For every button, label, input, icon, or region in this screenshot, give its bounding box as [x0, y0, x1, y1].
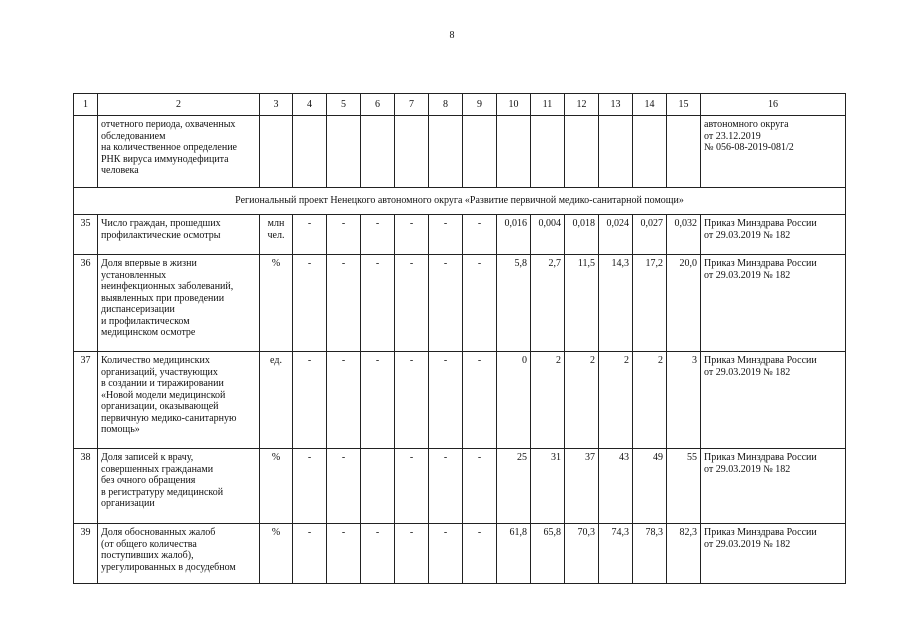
value-cell: 25 — [497, 449, 531, 524]
value-cell: - — [395, 449, 429, 524]
value-cell: 61,8 — [497, 524, 531, 584]
value-cell — [633, 116, 667, 188]
unit-cell — [260, 449, 293, 524]
name-line: выявленных при проведении — [101, 292, 225, 304]
doc-line: № 056-08-2019-081/2 — [704, 142, 794, 153]
header-cell: 8 — [429, 94, 463, 116]
value-cell: - — [429, 352, 463, 449]
value-cell: - — [463, 352, 497, 449]
name-line: РНК вируса иммунодефицита — [101, 153, 229, 165]
header-cell: 3 — [260, 94, 293, 116]
value-cell: 14,3 — [599, 255, 633, 352]
value-cell: 65,8 — [531, 524, 565, 584]
value-cell: - — [429, 449, 463, 524]
doc-line: от 29.03.2019 № 182 — [704, 229, 791, 241]
value-cell: - — [293, 524, 327, 584]
value-cell: - — [361, 215, 395, 255]
value-cell — [463, 116, 497, 188]
value-cell: - — [463, 449, 497, 524]
header-cell: 10 — [497, 94, 531, 116]
value-cell: 2 — [599, 352, 633, 449]
name-line: человека — [101, 165, 139, 176]
row-number: 38 — [74, 449, 98, 524]
row-number: 35 — [74, 215, 98, 255]
header-cell: 12 — [565, 94, 599, 116]
name-line: Доля обоснованных жалоб — [101, 527, 216, 538]
doc-line: Приказ Минздрава России — [704, 218, 817, 229]
unit-line: ед. — [270, 355, 282, 366]
value-cell: - — [395, 524, 429, 584]
value-cell: 31 — [531, 449, 565, 524]
name-line: Доля записей к врачу, — [101, 452, 194, 463]
name-line: Доля впервые в жизни — [101, 258, 197, 269]
section-row — [74, 188, 846, 215]
value-cell: - — [361, 352, 395, 449]
value-cell: - — [395, 255, 429, 352]
name-line: профилактические осмотры — [101, 229, 221, 241]
name-line: и профилактическом — [101, 315, 190, 327]
value-cell: 49 — [633, 449, 667, 524]
unit-line: чел. — [267, 229, 285, 241]
doc-line: от 29.03.2019 № 182 — [704, 269, 791, 281]
value-cell — [497, 116, 531, 188]
value-cell — [565, 116, 599, 188]
unit-cell — [260, 352, 293, 449]
name-line: отчетного периода, охваченных — [101, 119, 236, 130]
name-line: в создании и тиражировании — [101, 378, 224, 389]
value-cell: - — [463, 524, 497, 584]
value-cell: 2 — [531, 352, 565, 449]
unit-line: % — [271, 452, 281, 463]
row-number: 37 — [74, 352, 98, 449]
name-line: установленных — [101, 269, 167, 281]
name-line: в регистратуру медицинской — [101, 486, 224, 498]
value-cell: 5,8 — [497, 255, 531, 352]
indicator-table — [73, 93, 846, 584]
header-cell: 6 — [361, 94, 395, 116]
value-cell: 55 — [667, 449, 701, 524]
value-cell: - — [327, 255, 361, 352]
name-line: организаций, участвующих — [101, 366, 218, 378]
name-line: обследованием — [101, 130, 166, 142]
value-cell: 17,2 — [633, 255, 667, 352]
indicator-name-cell — [98, 255, 260, 352]
value-cell: - — [327, 352, 361, 449]
value-cell: 0,016 — [497, 215, 531, 255]
header-cell: 11 — [531, 94, 565, 116]
value-cell: 37 — [565, 449, 599, 524]
indicator-name-cell — [98, 449, 260, 524]
value-cell: - — [293, 255, 327, 352]
header-cell: 1 — [74, 94, 98, 116]
header-cell: 13 — [599, 94, 633, 116]
value-cell — [293, 116, 327, 188]
header-cell: 4 — [293, 94, 327, 116]
page-number: 8 — [449, 30, 455, 41]
value-cell: - — [463, 255, 497, 352]
header-cell: 9 — [463, 94, 497, 116]
unit-cell — [260, 116, 293, 188]
unit-line: % — [271, 527, 281, 538]
value-cell: - — [429, 524, 463, 584]
value-cell — [361, 449, 395, 524]
doc-line: Приказ Минздрава России — [704, 452, 817, 463]
value-cell: - — [293, 352, 327, 449]
unit-cell — [260, 524, 293, 584]
document-cell — [701, 524, 846, 584]
value-cell: - — [361, 524, 395, 584]
row-number: 39 — [74, 524, 98, 584]
indicator-row — [74, 449, 846, 524]
header-cell: 16 — [701, 94, 846, 116]
name-line: без очного обращения — [101, 475, 196, 486]
indicator-name-cell — [98, 215, 260, 255]
header-cell: 7 — [395, 94, 429, 116]
name-line: Количество медицинских — [101, 355, 210, 366]
document-cell — [701, 215, 846, 255]
num-cell — [74, 116, 98, 188]
name-line: поступивших жалоб), — [101, 550, 194, 561]
document-cell — [701, 116, 846, 188]
name-line: медицинском осмотре — [101, 327, 196, 338]
value-cell: - — [327, 215, 361, 255]
doc-line: Приказ Минздрава России — [704, 527, 817, 538]
doc-line: от 29.03.2019 № 182 — [704, 463, 791, 475]
value-cell: - — [463, 215, 497, 255]
value-cell — [327, 116, 361, 188]
name-line: организации, оказывающей — [101, 401, 219, 412]
document-cell — [701, 255, 846, 352]
name-line: «Новой модели медицинской — [101, 389, 226, 401]
value-cell: 11,5 — [565, 255, 599, 352]
continued-row — [74, 116, 846, 188]
value-cell: - — [361, 255, 395, 352]
doc-line: от 29.03.2019 № 182 — [704, 366, 791, 378]
value-cell: 0 — [497, 352, 531, 449]
name-line: первичную медико-санитарную — [101, 412, 237, 424]
indicator-row — [74, 215, 846, 255]
value-cell: 78,3 — [633, 524, 667, 584]
header-cell: 5 — [327, 94, 361, 116]
value-cell: 0,032 — [667, 215, 701, 255]
name-line: организации — [101, 498, 155, 509]
value-cell: - — [429, 255, 463, 352]
header-cell: 15 — [667, 94, 701, 116]
value-cell: 2,7 — [531, 255, 565, 352]
value-cell — [667, 116, 701, 188]
value-cell: 0,018 — [565, 215, 599, 255]
name-line: помощь» — [101, 424, 140, 435]
value-cell: - — [395, 215, 429, 255]
value-cell — [361, 116, 395, 188]
unit-cell — [260, 215, 293, 255]
value-cell: 43 — [599, 449, 633, 524]
value-cell: 0,004 — [531, 215, 565, 255]
value-cell: 0,027 — [633, 215, 667, 255]
name-line: неинфекционных заболеваний, — [101, 281, 234, 292]
value-cell: 2 — [633, 352, 667, 449]
name-line: урегулированных в досудебном — [101, 561, 236, 573]
indicator-row — [74, 255, 846, 352]
value-cell: - — [327, 449, 361, 524]
doc-line: Приказ Минздрава России — [704, 355, 817, 366]
indicator-row — [74, 524, 846, 584]
value-cell: 82,3 — [667, 524, 701, 584]
header-row — [74, 94, 846, 116]
indicator-name-cell — [98, 524, 260, 584]
value-cell: - — [395, 352, 429, 449]
unit-cell — [260, 255, 293, 352]
value-cell — [531, 116, 565, 188]
name-line: совершенных гражданами — [101, 463, 214, 475]
value-cell — [395, 116, 429, 188]
name-line: (от общего количества — [101, 538, 197, 550]
doc-line: от 23.12.2019 — [704, 130, 761, 142]
document-cell — [701, 449, 846, 524]
doc-line: автономного округа — [704, 119, 789, 130]
row-number: 36 — [74, 255, 98, 352]
name-line: Число граждан, прошедших — [101, 218, 221, 229]
value-cell: 0,024 — [599, 215, 633, 255]
value-cell: - — [429, 215, 463, 255]
value-cell: 74,3 — [599, 524, 633, 584]
value-cell — [429, 116, 463, 188]
unit-line: млн — [267, 218, 285, 229]
value-cell: 2 — [565, 352, 599, 449]
indicator-name-cell — [98, 116, 260, 188]
document-cell — [701, 352, 846, 449]
name-line: на количественное определение — [101, 142, 237, 153]
indicator-row — [74, 352, 846, 449]
indicator-name-cell — [98, 352, 260, 449]
value-cell — [599, 116, 633, 188]
doc-line: от 29.03.2019 № 182 — [704, 538, 791, 550]
unit-line: % — [271, 258, 281, 269]
value-cell: - — [293, 449, 327, 524]
value-cell: 20,0 — [667, 255, 701, 352]
doc-line: Приказ Минздрава России — [704, 258, 817, 269]
name-line: диспансеризации — [101, 304, 175, 315]
value-cell: - — [327, 524, 361, 584]
header-cell: 2 — [98, 94, 260, 116]
value-cell: 70,3 — [565, 524, 599, 584]
section-title: Региональный проект Ненецкого автономного округа «Развитие первичной медико-санитарной помощи» — [74, 188, 846, 215]
header-cell: 14 — [633, 94, 667, 116]
value-cell: - — [293, 215, 327, 255]
value-cell: 3 — [667, 352, 701, 449]
